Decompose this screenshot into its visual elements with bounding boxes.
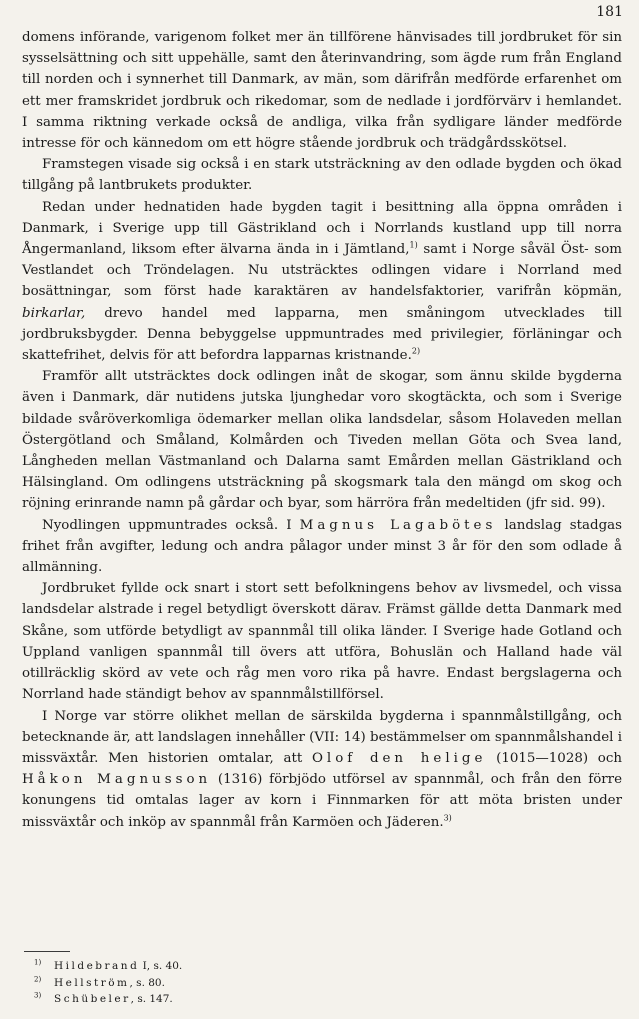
footnote-mark: 2) bbox=[34, 975, 42, 983]
paragraph-5-text-b: landslag stadgas frihet från avgifter, ledung och andra pålagor under minst 3 år för den som odlade å allmänning. bbox=[22, 517, 622, 576]
footnote-ref-1: 1) bbox=[409, 240, 418, 250]
footnote-item bbox=[34, 958, 182, 975]
footnote-ref: , s. 80. bbox=[129, 976, 165, 989]
paragraph-7-text-a: I Norge var större olikhet mellan de särskilda bygderna i spannmålstillgång, och betecknande är, att landslagen innehåller (VII: 14) bestämmelser om spannmålshandel i missväxtår. Men historien omtalar, att bbox=[22, 708, 622, 766]
paragraph-3-text-a: Redan under hednatiden hade bygden tagit i besittning alla öppna områden i Danmark, i Sverige upp till Gästrikland och i Norrlands kustland upp till norra Ångermanland, liksom efter älvarna ända in i Jämtland, bbox=[22, 199, 622, 258]
paragraph-7 bbox=[22, 706, 622, 833]
footnote-ref: I, s. 40. bbox=[139, 960, 183, 972]
law-name: Magnus Lagabötes bbox=[299, 517, 497, 533]
footnote-author: Hellström bbox=[54, 976, 130, 989]
paragraph-5 bbox=[22, 515, 622, 579]
paragraph-3-text-c: drevo handel med lapparna, men småningom utvecklades till jordbruksbygder. Denna bebyggelse uppmuntrades med privilegier, förläningar och skattefrihet, delvis för att befordra lapparnas kristnande. bbox=[22, 305, 622, 364]
paragraph-3 bbox=[22, 197, 622, 367]
birkarlar-term: birkarlar, bbox=[22, 305, 86, 321]
paragraph-6-text: Jordbruket fyllde ock snart i stort sett befolkningens behov av livsmedel, och vissa landsdelar alstrade i regel betydligt överskott därav. Främst gällde detta Danmark med Skåne, som utförde betydligt av spannmål till olika länder. I Sverige hade Gotland och Uppland vanligen spannmål till övers att utföra, Bohuslän och Halland hade väl otillräcklig skörd av vete och råg men voro rika på havre. Endast bergslagerna och Norrland hade ständigt behov av spannmålstillförsel. bbox=[22, 581, 622, 703]
paragraph-2-text: Framstegen visade sig också i en stark utsträckning av den odlade bygden och ökad tillgång på lantbrukets produkter. bbox=[22, 157, 622, 194]
paragraph-1-text: domens införande, varigenom folket mer än tillförene hänvisades till jordbruket för sin sysselsättning och sitt uppehälle, samt den återinvandring, som ägde rum från England till norden och i synnerhet till Danmark, av män, som därifrån medförde erfarenhet om ett mer framskridet jordbruk och rikedomar, som de nedlade i jordförvärv i hemlandet. I samma riktning verkade också de andliga, vilka från sydligare länder medförde intresse för och kännedom om ett högre stående jordbruk och trädgårdsskötsel. bbox=[22, 30, 622, 152]
paragraph-6 bbox=[22, 578, 622, 705]
paragraph-4 bbox=[22, 366, 622, 514]
footnote-author: Hildebrand bbox=[54, 960, 140, 972]
paragraph-7-text-b: (1015—1028) och bbox=[486, 750, 622, 766]
footnote-item bbox=[34, 991, 182, 1008]
paragraph-7-text-c: (1316) förbjödo utförsel av spannmål, och från den förre konungens tid omtalas lager av korn i Finnmarken för att möta bristen under missväxtår och inköp av spannmål från Karmöen och Jäderen. bbox=[22, 772, 622, 830]
footnotes bbox=[34, 958, 182, 1008]
paragraph-3-text-b: samt i Norge såväl Öst- som Vestlandet och Tröndelagen. Nu utsträcktes odlingen vidare i Norrland med bosättningar, som först hade karaktären av handelsfaktorier, varifrån köpmän, bbox=[22, 242, 622, 300]
footnote-item bbox=[34, 975, 182, 992]
footnote-mark: 1) bbox=[34, 958, 42, 967]
footnote-divider bbox=[24, 951, 70, 952]
paragraph-4-text: Framför allt utsträcktes dock odlingen inåt de skogar, som ännu skilde bygderna även i Danmark, där nutidens jutska ljunghedar voro skogtäckta, och som i Sverige bildade svåröverkomliga ödemarker mellan olika landsdelar, såsom Holaveden mellan Östergötland och Småland, Kolmården och Tiveden mellan Göta och Svea land, Långheden mellan Västmanland och Dalarna samt Emården mellan Gästrikland och Hälsingland. Om odlingens utsträckning på skogsmark tala den mängd om skog och röjning erinrande namn på gårdar och byar, som härröra från medeltiden (jfr sid. 99). bbox=[22, 369, 622, 512]
footnote-ref-3: 3) bbox=[443, 813, 452, 823]
footnote-author: Schübeler bbox=[54, 993, 131, 1005]
king-name-2: Håkon Magnusson bbox=[22, 772, 212, 788]
paragraph-1 bbox=[22, 27, 622, 154]
footnote-ref-2: 2) bbox=[411, 346, 421, 356]
paragraph-5-text-a: Nyodlingen uppmuntrades också. I bbox=[42, 517, 300, 533]
page-number: 181 bbox=[596, 4, 623, 20]
king-name-1: Olof den helige bbox=[311, 750, 487, 766]
body-text bbox=[22, 27, 622, 833]
paragraph-2 bbox=[22, 154, 622, 196]
footnote-mark: 3) bbox=[34, 991, 42, 1000]
footnote-ref: , s. 147. bbox=[130, 993, 173, 1005]
